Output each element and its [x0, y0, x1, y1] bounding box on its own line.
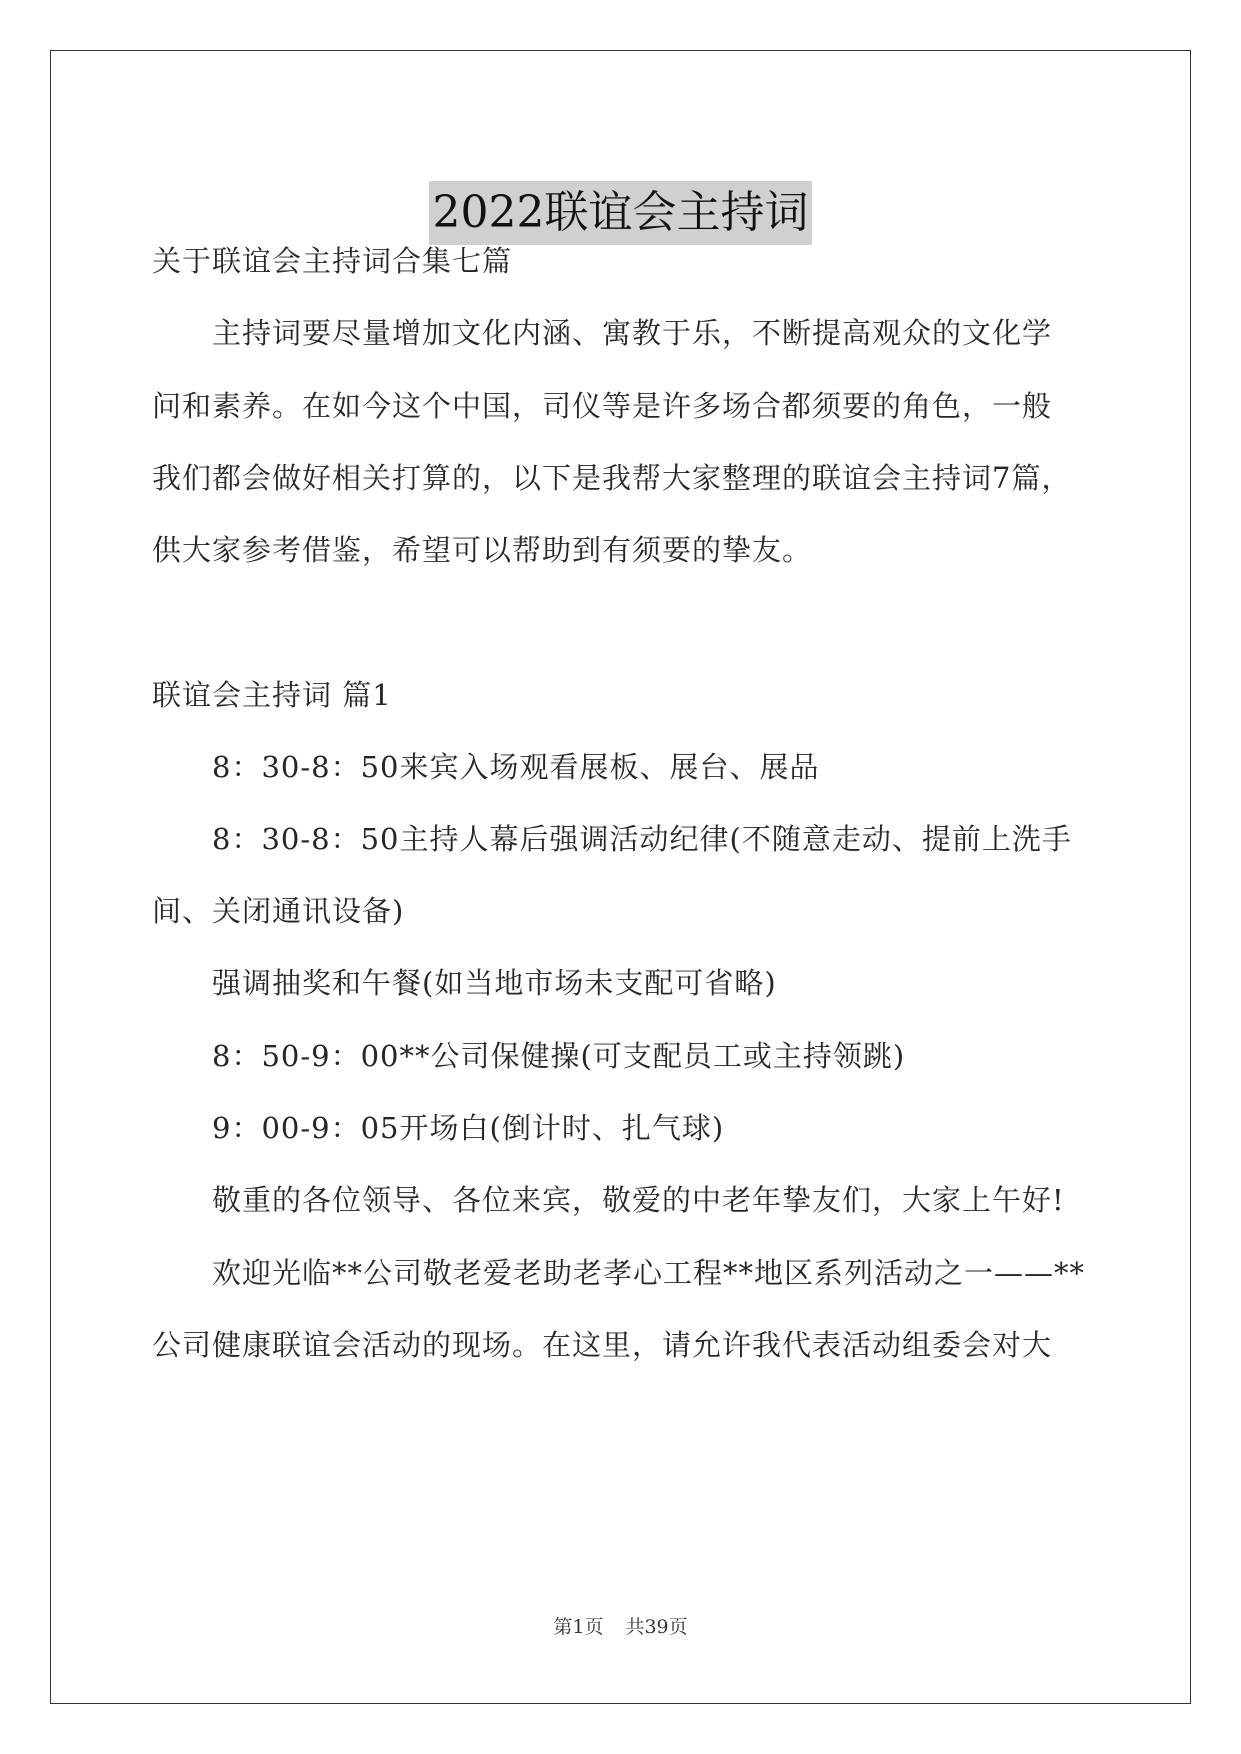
document-title: 2022联谊会主持词 [429, 181, 813, 245]
paragraph-line: 供大家参考借鉴，希望可以帮助到有须要的挚友。 [152, 533, 813, 567]
page-total: 共39页 [625, 1616, 688, 1638]
paragraph-line: 8：30-8：50来宾入场观看展板、展台、展品 [212, 750, 820, 784]
section-heading: 联谊会主持词 篇1 [152, 678, 392, 712]
paragraph-line: 主持词要尽量增加文化内涵、寓教于乐，不断提高观众的文化学 [212, 316, 1053, 350]
paragraph-line: 公司健康联谊会活动的现场。在这里，请允许我代表活动组委会对大 [152, 1328, 1053, 1362]
paragraph-line: 敬重的各位领导、各位来宾，敬爱的中老年挚友们，大家上午好! [212, 1183, 1065, 1217]
page-footer [0, 1614, 1241, 1640]
paragraph-line: 8：30-8：50主持人幕后强调活动纪律(不随意走动、提前上洗手 [212, 822, 1072, 856]
paragraph-line: 欢迎光临**公司敬老爱老助老孝心工程**地区系列活动之一——** [212, 1256, 1086, 1290]
paragraph-line: 强调抽奖和午餐(如当地市场未支配可省略) [212, 966, 777, 1000]
paragraph-line: 我们都会做好相关打算的，以下是我帮大家整理的联谊会主持词7篇， [152, 461, 1072, 495]
page-border [50, 50, 1191, 1704]
paragraph-line: 间、关闭通讯设备) [152, 894, 405, 928]
paragraph-line: 问和素养。在如今这个中国，司仪等是许多场合都须要的角色，一般 [152, 389, 1053, 423]
paragraph-line: 9：00-9：05开场白(倒计时、扎气球) [212, 1111, 725, 1145]
subtitle-line: 关于联谊会主持词合集七篇 [152, 244, 513, 278]
page-number: 第1页 [553, 1616, 604, 1638]
paragraph-line: 8：50-9：00**公司保健操(可支配员工或主持领跳) [212, 1039, 906, 1073]
